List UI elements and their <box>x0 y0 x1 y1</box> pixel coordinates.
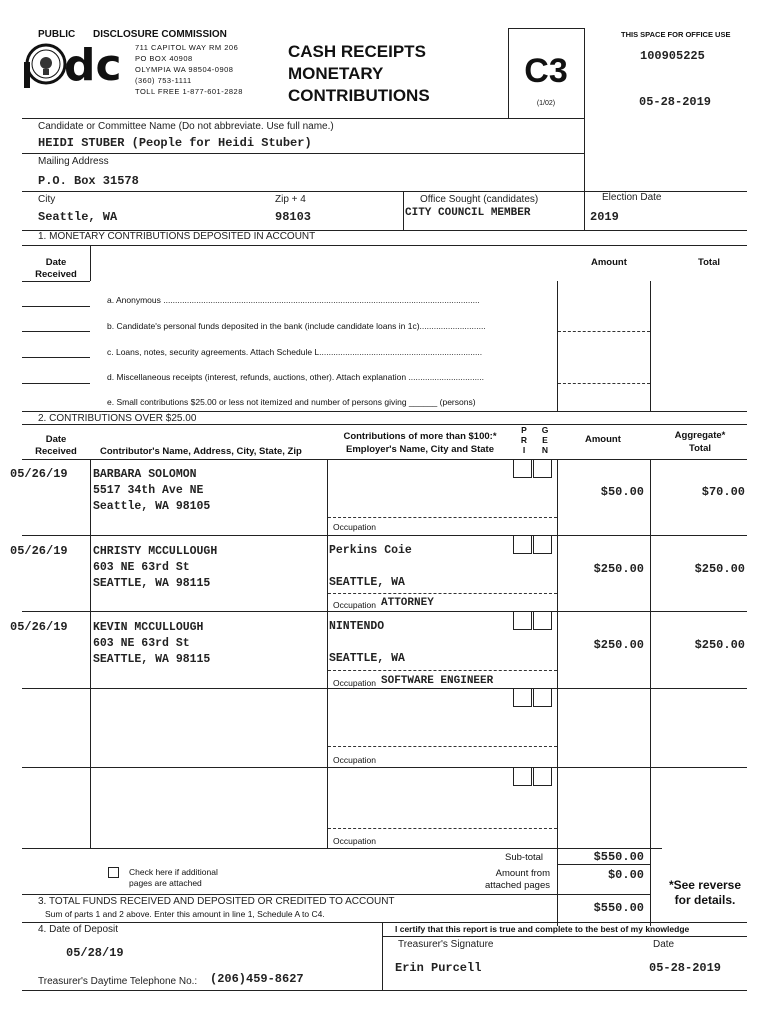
form-title-line: CONTRIBUTIONS <box>288 86 430 105</box>
occupation-label: Occupation <box>333 600 376 610</box>
section1-item-a: a. Anonymous ...................................................................................................................................... <box>107 295 480 305</box>
form-title-line: MONETARY <box>288 64 384 83</box>
sign-date: 05-28-2019 <box>649 961 722 975</box>
candidate-name-label: Candidate or Committee Name (Do not abbreviate. Use full name.) <box>38 121 334 132</box>
pri-box[interactable] <box>513 767 532 786</box>
note-text: for details. <box>674 893 736 907</box>
contributor-name: KEVIN MCCULLOUGH <box>93 621 204 634</box>
row-amount: $250.00 <box>593 638 644 652</box>
address-line: OLYMPIA WA 98504-0908 <box>135 65 234 74</box>
employer-header <box>330 430 510 456</box>
checkbox-text: Check here if additional <box>129 867 218 877</box>
occupation: ATTORNEY <box>381 597 434 609</box>
form-title <box>288 41 430 107</box>
contributor-address: 603 NE 63rd St <box>93 561 190 574</box>
occupation-label: Occupation <box>333 522 376 532</box>
aggregate-header <box>660 429 740 455</box>
pri-box[interactable] <box>513 535 532 554</box>
row-date: 05/26/19 <box>10 544 68 558</box>
certification-text: I certify that this report is true and complete to the best of my knowledge <box>395 924 690 934</box>
header-text: E <box>542 435 548 445</box>
header-text: Total <box>689 443 711 454</box>
pri-header <box>517 425 531 455</box>
zip-label: Zip + 4 <box>275 194 306 205</box>
gen-header <box>538 425 552 455</box>
header-text: P <box>521 425 527 435</box>
subtotal-amount: $550.00 <box>593 850 644 864</box>
office-sought: CITY COUNCIL MEMBER <box>405 207 531 219</box>
gen-box[interactable] <box>533 611 552 630</box>
employer-name: Perkins Coie <box>329 544 412 557</box>
section2-date-header <box>22 434 90 458</box>
attached-text: Amount from <box>495 868 550 879</box>
additional-pages-label <box>129 867 218 889</box>
form-title-line: CASH RECEIPTS <box>288 42 426 61</box>
header-text: Contributions of more than $100:* <box>343 431 497 442</box>
contributor <box>93 467 210 515</box>
section1-item-e: e. Small contributions $25.00 or less not itemized and number of persons giving ______ (persons) <box>107 397 476 407</box>
row-aggregate: $70.00 <box>701 485 745 499</box>
office-sought-label: Office Sought (candidates) <box>420 194 539 205</box>
svg-text:dc: dc <box>64 42 122 88</box>
office-use-label: THIS SPACE FOR OFFICE USE <box>621 30 731 39</box>
gen-box[interactable] <box>533 688 552 707</box>
deposit-date: 05/28/19 <box>66 946 124 960</box>
employer-city: SEATTLE, WA <box>329 652 405 665</box>
contributor-name: BARBARA SOLOMON <box>93 468 197 481</box>
row-date: 05/26/19 <box>10 620 68 634</box>
employer-name: NINTENDO <box>329 620 385 633</box>
row-amount: $250.00 <box>593 562 644 576</box>
contributor <box>93 620 210 668</box>
row-aggregate: $250.00 <box>694 638 745 652</box>
contributor-address: 603 NE 63rd St <box>93 637 190 650</box>
contributor-city: SEATTLE, WA 98115 <box>93 577 211 590</box>
pri-box[interactable] <box>513 688 532 707</box>
section2-title: 2. CONTRIBUTIONS OVER $25.00 <box>38 413 197 424</box>
phone-label: Treasurer's Daytime Telephone No.: <box>38 976 198 987</box>
election-date-label: Election Date <box>602 192 662 203</box>
occupation-label: Occupation <box>333 755 376 765</box>
treasurer-signature: Erin Purcell <box>395 961 482 975</box>
row-amount: $50.00 <box>600 485 644 499</box>
section1-item-d: d. Miscellaneous receipts (interest, refunds, auctions, other). Attach explanation ................................ <box>107 372 485 382</box>
row-aggregate: $250.00 <box>694 562 745 576</box>
header-text: Received <box>35 446 77 457</box>
address-line: TOLL FREE 1-877-601-2828 <box>135 87 243 96</box>
section1-amount-header: Amount <box>591 257 627 268</box>
header-text: Aggregate* <box>674 430 726 441</box>
header-text: Received <box>35 269 77 280</box>
city: Seattle, WA <box>38 210 118 224</box>
mailing-address: P.O. Box 31578 <box>38 174 139 188</box>
section4-title: 4. Date of Deposit <box>38 924 119 935</box>
subtotal-label: Sub-total <box>505 852 544 863</box>
sign-date-label: Date <box>653 939 675 950</box>
section1-total-header: Total <box>698 257 720 268</box>
form-version: (1/02) <box>536 100 556 107</box>
address-line: PO BOX 40908 <box>135 54 193 63</box>
header-text: Employer's Name, City and State <box>346 444 494 455</box>
gen-box[interactable] <box>533 535 552 554</box>
contributor-address: 5517 34th Ave NE <box>93 484 204 497</box>
contributor-city: SEATTLE, WA 98115 <box>93 653 211 666</box>
see-reverse-note <box>655 878 755 908</box>
total-funds: $550.00 <box>593 901 644 915</box>
treasurer-phone: (206)459-8627 <box>210 972 304 986</box>
section1-title: 1. MONETARY CONTRIBUTIONS DEPOSITED IN ACCOUNT <box>38 231 316 242</box>
contributor-header: Contributor's Name, Address, City, State, Zip <box>100 446 302 457</box>
agency-address <box>135 42 243 97</box>
row-date: 05/26/19 <box>10 467 68 481</box>
section3-subtitle: Sum of parts 1 and 2 above. Enter this amount in line 1, Schedule A to C4. <box>45 909 325 919</box>
agency-name: DISCLOSURE COMMISSION <box>93 29 227 40</box>
section1-item-c: c. Loans, notes, security agreements. Attach Schedule L..................................................................... <box>107 347 483 357</box>
pri-box[interactable] <box>513 459 532 478</box>
section1-date-header <box>22 257 90 281</box>
city-label: City <box>38 194 56 205</box>
mailing-address-label: Mailing Address <box>38 156 109 167</box>
section1-item-b: b. Candidate's personal funds deposited in the bank (include candidate loans in 1c)............................ <box>107 321 486 331</box>
occupation: SOFTWARE ENGINEER <box>381 675 494 687</box>
pdc-logo <box>24 42 136 88</box>
section3-title: 3. TOTAL FUNDS RECEIVED AND DEPOSITED OR CREDITED TO ACCOUNT <box>38 896 395 907</box>
section2-amount-header: Amount <box>585 434 621 445</box>
gen-box[interactable] <box>533 767 552 786</box>
election-date: 2019 <box>590 210 619 224</box>
header-text: N <box>541 445 549 455</box>
attached-text: attached pages <box>485 880 550 891</box>
agency-name-public: PUBLIC <box>38 29 76 40</box>
note-text: *See reverse <box>668 878 742 892</box>
header-text: R <box>520 435 528 445</box>
pri-box[interactable] <box>513 611 532 630</box>
occupation-label: Occupation <box>333 836 376 846</box>
attached-amount: $0.00 <box>607 868 644 882</box>
contributor <box>93 544 217 592</box>
employer-city: SEATTLE, WA <box>329 576 405 589</box>
contributor-name: CHRISTY MCCULLOUGH <box>93 545 218 558</box>
zip: 98103 <box>275 210 312 224</box>
gen-box[interactable] <box>533 459 552 478</box>
candidate-name: HEIDI STUBER (People for Heidi Stuber) <box>38 136 312 150</box>
office-date: 05-28-2019 <box>639 95 712 109</box>
checkbox-text: pages are attached <box>129 878 202 888</box>
signature-label: Treasurer's Signature <box>398 939 494 950</box>
address-line: (360) 753-1111 <box>135 76 192 85</box>
additional-pages-checkbox[interactable] <box>108 867 119 878</box>
attached-pages-label <box>440 868 550 892</box>
header-text: G <box>541 425 549 435</box>
address-line: 711 CAPITOL WAY RM 206 <box>135 43 239 52</box>
form-code: C3 <box>524 52 568 90</box>
header-text: Date <box>45 257 67 268</box>
occupation-label: Occupation <box>333 678 376 688</box>
contributor-city: Seattle, WA 98105 <box>93 500 211 513</box>
office-id: 100905225 <box>640 49 705 63</box>
header-text: I <box>522 445 526 455</box>
header-text: Date <box>45 434 67 445</box>
